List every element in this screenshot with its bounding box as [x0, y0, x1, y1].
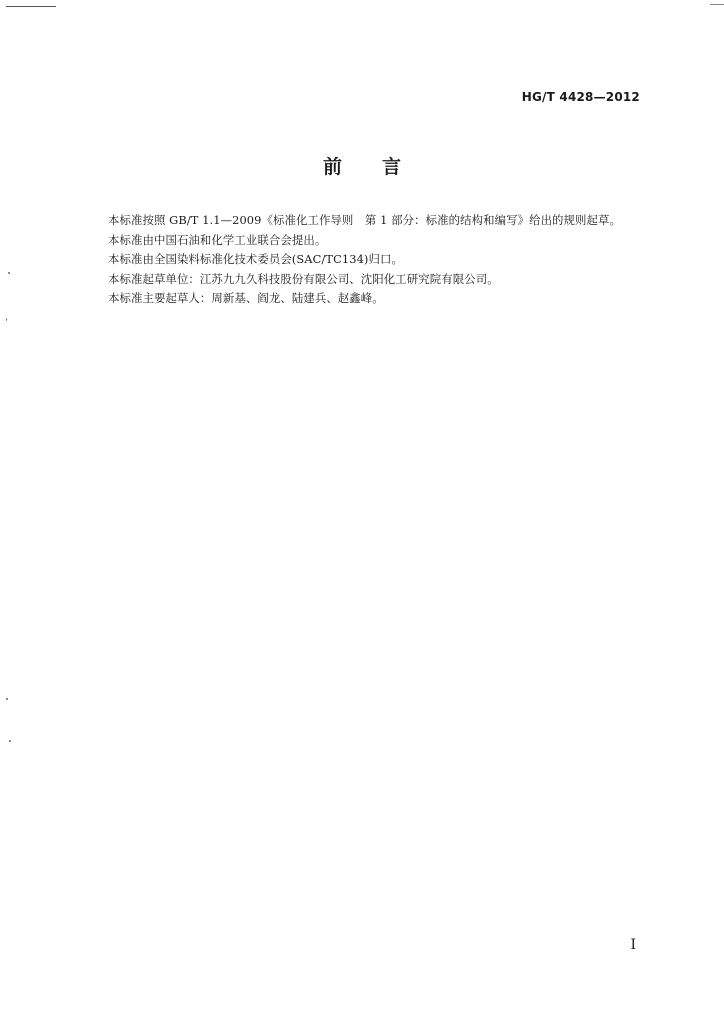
standard-code: HG/T 4428—2012 [521, 90, 640, 104]
paragraph-drafters: 本标准主要起草人：周新基、阎龙、陆建兵、赵鑫峰。 [108, 291, 384, 306]
title-char-1: 前 [322, 156, 342, 178]
foreword-body [108, 211, 668, 309]
title-char-2: 言 [382, 156, 402, 178]
scan-speck [6, 698, 8, 700]
paragraph-drafting-rules: 本标准按照 GB/T 1.1—2009《标准化工作导则 第 1 部分：标准的结构和编写》给出的规则起草。 [108, 213, 622, 227]
paragraph-drafting-units: 本标准起草单位：江苏九九久科技股份有限公司、沈阳化工研究院有限公司。 [108, 271, 499, 286]
page-number: I [630, 937, 636, 953]
scan-edge-line-right [710, 4, 724, 5]
scan-speck [9, 740, 11, 742]
scan-edge-line [6, 6, 56, 7]
paragraph-proposer: 本标准由中国石油和化学工业联合会提出。 [108, 232, 327, 247]
paragraph-committee: 本标准由全国染料标准化技术委员会(SAC/TC134)归口。 [108, 252, 403, 267]
scan-speck [8, 272, 10, 274]
page-title [0, 152, 724, 179]
scan-speck [6, 318, 7, 321]
